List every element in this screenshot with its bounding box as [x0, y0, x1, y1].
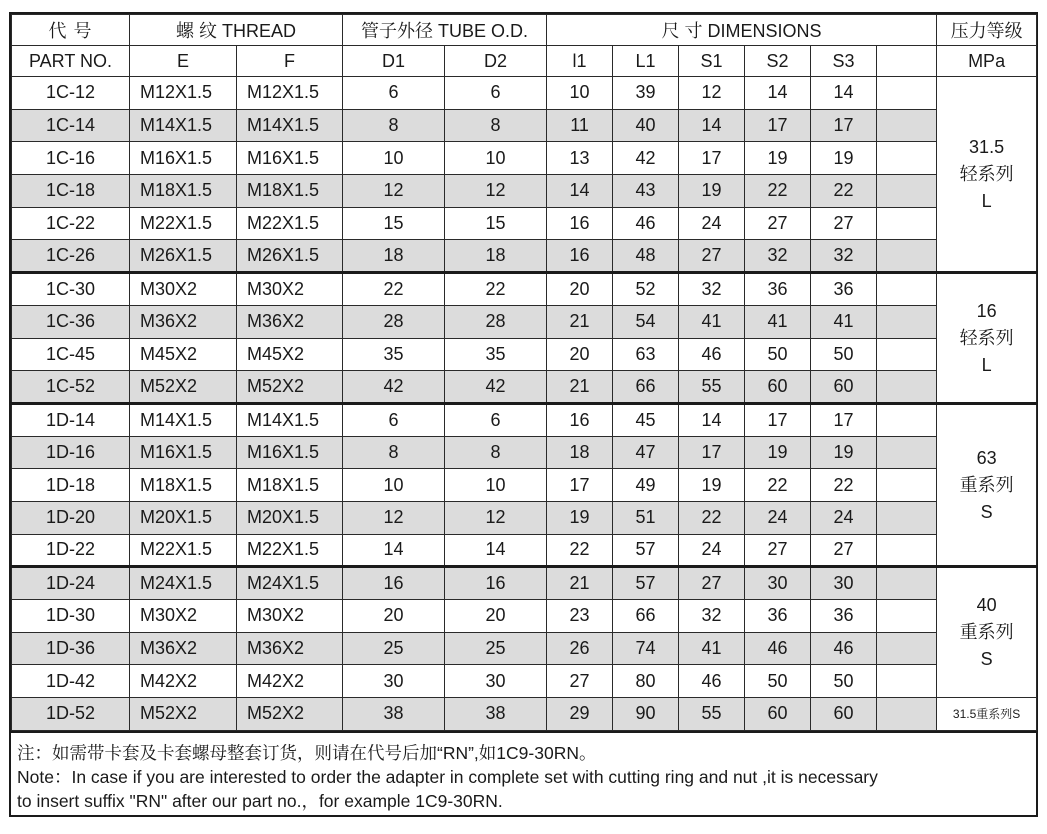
thread-f-cell: M42X2 — [237, 665, 343, 698]
thread-f-cell: M52X2 — [237, 698, 343, 731]
s2-cell: 17 — [745, 109, 811, 142]
blank-cell — [877, 371, 937, 404]
pressure-rating-line: S — [980, 501, 993, 522]
l1-lower-cell: 23 — [547, 600, 613, 633]
thread-e-cell: M22X1.5 — [130, 207, 237, 240]
l1-lower-cell: 26 — [547, 632, 613, 665]
blank-cell — [877, 534, 937, 567]
d2-cell: 10 — [445, 142, 547, 175]
pressure-rating-line: 轻系列 — [959, 163, 1014, 184]
pressure-rating-line: L — [981, 190, 992, 211]
pressure-rating-line: 31.5 — [969, 136, 1005, 157]
thread-e-cell: M45X2 — [130, 338, 237, 371]
s1-cell: 14 — [679, 109, 745, 142]
d2-cell: 8 — [445, 436, 547, 469]
d1-cell: 16 — [343, 567, 445, 600]
s2-cell: 24 — [745, 501, 811, 534]
s2-cell: 19 — [745, 436, 811, 469]
d2-cell: 6 — [445, 77, 547, 110]
l1-lower-cell: 19 — [547, 501, 613, 534]
s1-cell: 19 — [679, 175, 745, 208]
l1-lower-cell: 16 — [547, 240, 613, 273]
thread-f-cell: M14X1.5 — [237, 109, 343, 142]
s1-cell: 14 — [679, 403, 745, 436]
l1-cell: 66 — [613, 371, 679, 404]
part-no-cell: 1D-36 — [12, 632, 130, 665]
d1-cell: 6 — [343, 403, 445, 436]
l1-cell: 40 — [613, 109, 679, 142]
parts-specification-sheet — [9, 12, 1038, 817]
pressure-rating-cell — [937, 698, 1037, 731]
blank-cell — [877, 338, 937, 371]
blank-cell — [877, 109, 937, 142]
thread-f-cell: M18X1.5 — [237, 469, 343, 502]
part-no-cell: 1D-20 — [12, 501, 130, 534]
thread-e-cell: M30X2 — [130, 600, 237, 633]
l1-cell: 39 — [613, 77, 679, 110]
s3-cell: 32 — [811, 240, 877, 273]
s1-cell: 46 — [679, 338, 745, 371]
table-row — [12, 109, 1037, 142]
thread-f-cell: M22X1.5 — [237, 534, 343, 567]
thread-e-cell: M24X1.5 — [130, 567, 237, 600]
s3-cell: 27 — [811, 207, 877, 240]
table-row — [12, 240, 1037, 273]
s1-cell: 41 — [679, 305, 745, 338]
l1-lower-cell: 17 — [547, 469, 613, 502]
header-pressure-cn: 压力等级 — [937, 15, 1037, 46]
s3-cell: 19 — [811, 142, 877, 175]
d2-cell: 18 — [445, 240, 547, 273]
d1-cell: 22 — [343, 273, 445, 306]
thread-e-cell: M16X1.5 — [130, 142, 237, 175]
blank-cell — [877, 207, 937, 240]
s2-cell: 60 — [745, 371, 811, 404]
d2-cell: 8 — [445, 109, 547, 142]
s1-cell: 22 — [679, 501, 745, 534]
l1-cell: 52 — [613, 273, 679, 306]
d2-cell: 28 — [445, 305, 547, 338]
d2-cell: 12 — [445, 175, 547, 208]
s1-cell: 24 — [679, 207, 745, 240]
thread-f-cell: M52X2 — [237, 371, 343, 404]
s3-cell: 60 — [811, 698, 877, 731]
header-d1: D1 — [343, 46, 445, 77]
s3-cell: 14 — [811, 77, 877, 110]
part-no-cell: 1D-30 — [12, 600, 130, 633]
d1-cell: 8 — [343, 109, 445, 142]
part-no-cell: 1D-52 — [12, 698, 130, 731]
s3-cell: 36 — [811, 600, 877, 633]
l1-cell: 48 — [613, 240, 679, 273]
table-row — [12, 273, 1037, 306]
header-s2: S2 — [745, 46, 811, 77]
blank-cell — [877, 175, 937, 208]
s2-cell: 36 — [745, 600, 811, 633]
l1-lower-cell: 11 — [547, 109, 613, 142]
pressure-rating-cell — [937, 273, 1037, 404]
blank-cell — [877, 240, 937, 273]
blank-cell — [877, 698, 937, 731]
table-row — [12, 175, 1037, 208]
d2-cell: 35 — [445, 338, 547, 371]
s2-cell: 22 — [745, 175, 811, 208]
thread-e-cell: M52X2 — [130, 371, 237, 404]
s1-cell: 17 — [679, 142, 745, 175]
l1-lower-cell: 22 — [547, 534, 613, 567]
header-l1: L1 — [613, 46, 679, 77]
pressure-rating-line: 40 — [976, 595, 997, 616]
s1-cell: 46 — [679, 665, 745, 698]
part-no-cell: 1D-24 — [12, 567, 130, 600]
s1-cell: 27 — [679, 240, 745, 273]
d1-cell: 6 — [343, 77, 445, 110]
thread-e-cell: M18X1.5 — [130, 469, 237, 502]
table-row — [12, 501, 1037, 534]
table-row — [12, 534, 1037, 567]
d1-cell: 20 — [343, 600, 445, 633]
header-part-no-en: PART NO. — [12, 46, 130, 77]
d1-cell: 30 — [343, 665, 445, 698]
d2-cell: 25 — [445, 632, 547, 665]
pressure-rating-cell — [937, 403, 1037, 566]
blank-cell — [877, 600, 937, 633]
part-no-cell: 1C-45 — [12, 338, 130, 371]
pressure-rating-line: 轻系列 — [959, 327, 1014, 348]
d2-cell: 16 — [445, 567, 547, 600]
l1-cell: 47 — [613, 436, 679, 469]
thread-e-cell: M52X2 — [130, 698, 237, 731]
note-en-line2: to insert suffix "RN" after our part no.，for example 1C9-30RN. — [17, 790, 503, 811]
pressure-rating-line: 重系列 — [959, 474, 1014, 495]
thread-f-cell: M36X2 — [237, 632, 343, 665]
s2-cell: 50 — [745, 338, 811, 371]
l1-lower-cell: 14 — [547, 175, 613, 208]
d1-cell: 38 — [343, 698, 445, 731]
d1-cell: 12 — [343, 175, 445, 208]
table-row — [12, 403, 1037, 436]
header-tube-od: 管子外径 TUBE O.D. — [343, 15, 547, 46]
s2-cell: 41 — [745, 305, 811, 338]
d1-cell: 8 — [343, 436, 445, 469]
part-no-cell: 1C-36 — [12, 305, 130, 338]
thread-f-cell: M14X1.5 — [237, 403, 343, 436]
thread-f-cell: M16X1.5 — [237, 142, 343, 175]
s1-cell: 19 — [679, 469, 745, 502]
s1-cell: 12 — [679, 77, 745, 110]
blank-cell — [877, 469, 937, 502]
blank-cell — [877, 142, 937, 175]
d1-cell: 10 — [343, 469, 445, 502]
part-no-cell: 1D-14 — [12, 403, 130, 436]
thread-e-cell: M16X1.5 — [130, 436, 237, 469]
thread-e-cell: M36X2 — [130, 632, 237, 665]
l1-lower-cell: 21 — [547, 371, 613, 404]
table-row — [12, 698, 1037, 731]
part-no-cell: 1D-22 — [12, 534, 130, 567]
blank-cell — [877, 632, 937, 665]
s3-cell: 22 — [811, 175, 877, 208]
table-row — [12, 305, 1037, 338]
d1-cell: 18 — [343, 240, 445, 273]
l1-cell: 51 — [613, 501, 679, 534]
d1-cell: 12 — [343, 501, 445, 534]
table-body — [12, 77, 1037, 731]
blank-cell — [877, 567, 937, 600]
thread-e-cell: M20X1.5 — [130, 501, 237, 534]
header-pressure-en: MPa — [937, 46, 1037, 77]
l1-lower-cell: 16 — [547, 207, 613, 240]
d2-cell: 20 — [445, 600, 547, 633]
s3-cell: 60 — [811, 371, 877, 404]
l1-cell: 43 — [613, 175, 679, 208]
d2-cell: 14 — [445, 534, 547, 567]
l1-lower-cell: 18 — [547, 436, 613, 469]
part-no-cell: 1C-18 — [12, 175, 130, 208]
order-note — [11, 731, 1036, 815]
d1-cell: 10 — [343, 142, 445, 175]
header-blank — [877, 46, 937, 77]
part-no-cell: 1C-16 — [12, 142, 130, 175]
l1-lower-cell: 21 — [547, 567, 613, 600]
s2-cell: 22 — [745, 469, 811, 502]
l1-cell: 57 — [613, 567, 679, 600]
thread-f-cell: M18X1.5 — [237, 175, 343, 208]
d1-cell: 42 — [343, 371, 445, 404]
part-no-cell: 1D-16 — [12, 436, 130, 469]
table-row — [12, 77, 1037, 110]
thread-e-cell: M12X1.5 — [130, 77, 237, 110]
s3-cell: 30 — [811, 567, 877, 600]
s2-cell: 14 — [745, 77, 811, 110]
part-no-cell: 1C-30 — [12, 273, 130, 306]
l1-lower-cell: 16 — [547, 403, 613, 436]
l1-cell: 90 — [613, 698, 679, 731]
header-l1-lower: l1 — [547, 46, 613, 77]
s2-cell: 19 — [745, 142, 811, 175]
s3-cell: 46 — [811, 632, 877, 665]
l1-lower-cell: 20 — [547, 273, 613, 306]
blank-cell — [877, 77, 937, 110]
pressure-rating-line: S — [980, 649, 993, 670]
s1-cell: 55 — [679, 371, 745, 404]
l1-cell: 54 — [613, 305, 679, 338]
s3-cell: 50 — [811, 338, 877, 371]
d1-cell: 35 — [343, 338, 445, 371]
blank-cell — [877, 273, 937, 306]
part-no-cell: 1D-42 — [12, 665, 130, 698]
note-en-line1: Note：In case if you are interested to order the adapter in complete set with cutting ring and nut ,it is necessary — [17, 766, 878, 787]
l1-cell: 74 — [613, 632, 679, 665]
s1-cell: 41 — [679, 632, 745, 665]
blank-cell — [877, 403, 937, 436]
thread-e-cell: M36X2 — [130, 305, 237, 338]
l1-cell: 80 — [613, 665, 679, 698]
s3-cell: 22 — [811, 469, 877, 502]
l1-lower-cell: 21 — [547, 305, 613, 338]
pressure-rating-cell — [937, 567, 1037, 698]
thread-f-cell: M16X1.5 — [237, 436, 343, 469]
d1-cell: 25 — [343, 632, 445, 665]
s1-cell: 24 — [679, 534, 745, 567]
header-s3: S3 — [811, 46, 877, 77]
s2-cell: 30 — [745, 567, 811, 600]
table-row — [12, 665, 1037, 698]
l1-cell: 46 — [613, 207, 679, 240]
s2-cell: 27 — [745, 207, 811, 240]
part-no-cell: 1C-22 — [12, 207, 130, 240]
l1-cell: 49 — [613, 469, 679, 502]
s3-cell: 17 — [811, 403, 877, 436]
thread-e-cell: M42X2 — [130, 665, 237, 698]
s2-cell: 27 — [745, 534, 811, 567]
thread-f-cell: M30X2 — [237, 600, 343, 633]
pressure-rating-line: L — [981, 354, 992, 375]
d1-cell: 15 — [343, 207, 445, 240]
l1-lower-cell: 10 — [547, 77, 613, 110]
header-part-no-cn: 代 号 — [12, 15, 130, 46]
s3-cell: 24 — [811, 501, 877, 534]
pressure-rating-cell — [937, 77, 1037, 273]
part-no-cell: 1D-18 — [12, 469, 130, 502]
part-no-cell: 1C-52 — [12, 371, 130, 404]
s1-cell: 17 — [679, 436, 745, 469]
l1-cell: 42 — [613, 142, 679, 175]
thread-f-cell: M30X2 — [237, 273, 343, 306]
s3-cell: 17 — [811, 109, 877, 142]
s2-cell: 46 — [745, 632, 811, 665]
header-thread-e: E — [130, 46, 237, 77]
thread-e-cell: M30X2 — [130, 273, 237, 306]
d1-cell: 14 — [343, 534, 445, 567]
l1-cell: 57 — [613, 534, 679, 567]
header-dimensions: 尺 寸 DIMENSIONS — [547, 15, 937, 46]
s1-cell: 55 — [679, 698, 745, 731]
pressure-rating-line: 31.5重系列S — [952, 707, 1021, 722]
table-header — [12, 15, 1037, 77]
thread-f-cell: M26X1.5 — [237, 240, 343, 273]
pressure-rating-line: 63 — [976, 447, 997, 468]
d2-cell: 10 — [445, 469, 547, 502]
s2-cell: 50 — [745, 665, 811, 698]
l1-lower-cell: 29 — [547, 698, 613, 731]
d2-cell: 42 — [445, 371, 547, 404]
s2-cell: 32 — [745, 240, 811, 273]
table-row — [12, 632, 1037, 665]
part-no-cell: 1C-26 — [12, 240, 130, 273]
d2-cell: 22 — [445, 273, 547, 306]
table-row — [12, 567, 1037, 600]
s2-cell: 17 — [745, 403, 811, 436]
thread-e-cell: M14X1.5 — [130, 403, 237, 436]
thread-f-cell: M12X1.5 — [237, 77, 343, 110]
thread-e-cell: M14X1.5 — [130, 109, 237, 142]
d2-cell: 38 — [445, 698, 547, 731]
s1-cell: 32 — [679, 600, 745, 633]
l1-cell: 66 — [613, 600, 679, 633]
blank-cell — [877, 305, 937, 338]
thread-e-cell: M22X1.5 — [130, 534, 237, 567]
s3-cell: 36 — [811, 273, 877, 306]
l1-lower-cell: 27 — [547, 665, 613, 698]
s1-cell: 32 — [679, 273, 745, 306]
thread-e-cell: M18X1.5 — [130, 175, 237, 208]
s2-cell: 60 — [745, 698, 811, 731]
part-no-cell: 1C-14 — [12, 109, 130, 142]
d1-cell: 28 — [343, 305, 445, 338]
s3-cell: 50 — [811, 665, 877, 698]
thread-f-cell: M22X1.5 — [237, 207, 343, 240]
table-row — [12, 600, 1037, 633]
d2-cell: 12 — [445, 501, 547, 534]
part-no-cell: 1C-12 — [12, 77, 130, 110]
thread-e-cell: M26X1.5 — [130, 240, 237, 273]
table-row — [12, 469, 1037, 502]
thread-f-cell: M24X1.5 — [237, 567, 343, 600]
s2-cell: 36 — [745, 273, 811, 306]
l1-lower-cell: 13 — [547, 142, 613, 175]
note-cn: 注：如需带卡套及卡套螺母整套订货，则请在代号后加“RN”,如1C9-30RN。 — [17, 742, 597, 763]
s1-cell: 27 — [679, 567, 745, 600]
header-thread-f: F — [237, 46, 343, 77]
pressure-rating-line: 重系列 — [959, 622, 1014, 643]
header-s1: S1 — [679, 46, 745, 77]
blank-cell — [877, 436, 937, 469]
d2-cell: 30 — [445, 665, 547, 698]
table-row — [12, 338, 1037, 371]
thread-f-cell: M45X2 — [237, 338, 343, 371]
thread-f-cell: M36X2 — [237, 305, 343, 338]
blank-cell — [877, 501, 937, 534]
thread-f-cell: M20X1.5 — [237, 501, 343, 534]
l1-cell: 63 — [613, 338, 679, 371]
l1-cell: 45 — [613, 403, 679, 436]
blank-cell — [877, 665, 937, 698]
header-thread: 螺 纹 THREAD — [130, 15, 343, 46]
table-row — [12, 142, 1037, 175]
table-row — [12, 436, 1037, 469]
table-row — [12, 207, 1037, 240]
table-row — [12, 371, 1037, 404]
s3-cell: 19 — [811, 436, 877, 469]
s3-cell: 27 — [811, 534, 877, 567]
parts-table — [11, 14, 1037, 731]
pressure-rating-line: 16 — [976, 300, 997, 321]
s3-cell: 41 — [811, 305, 877, 338]
d2-cell: 15 — [445, 207, 547, 240]
header-d2: D2 — [445, 46, 547, 77]
d2-cell: 6 — [445, 403, 547, 436]
l1-lower-cell: 20 — [547, 338, 613, 371]
